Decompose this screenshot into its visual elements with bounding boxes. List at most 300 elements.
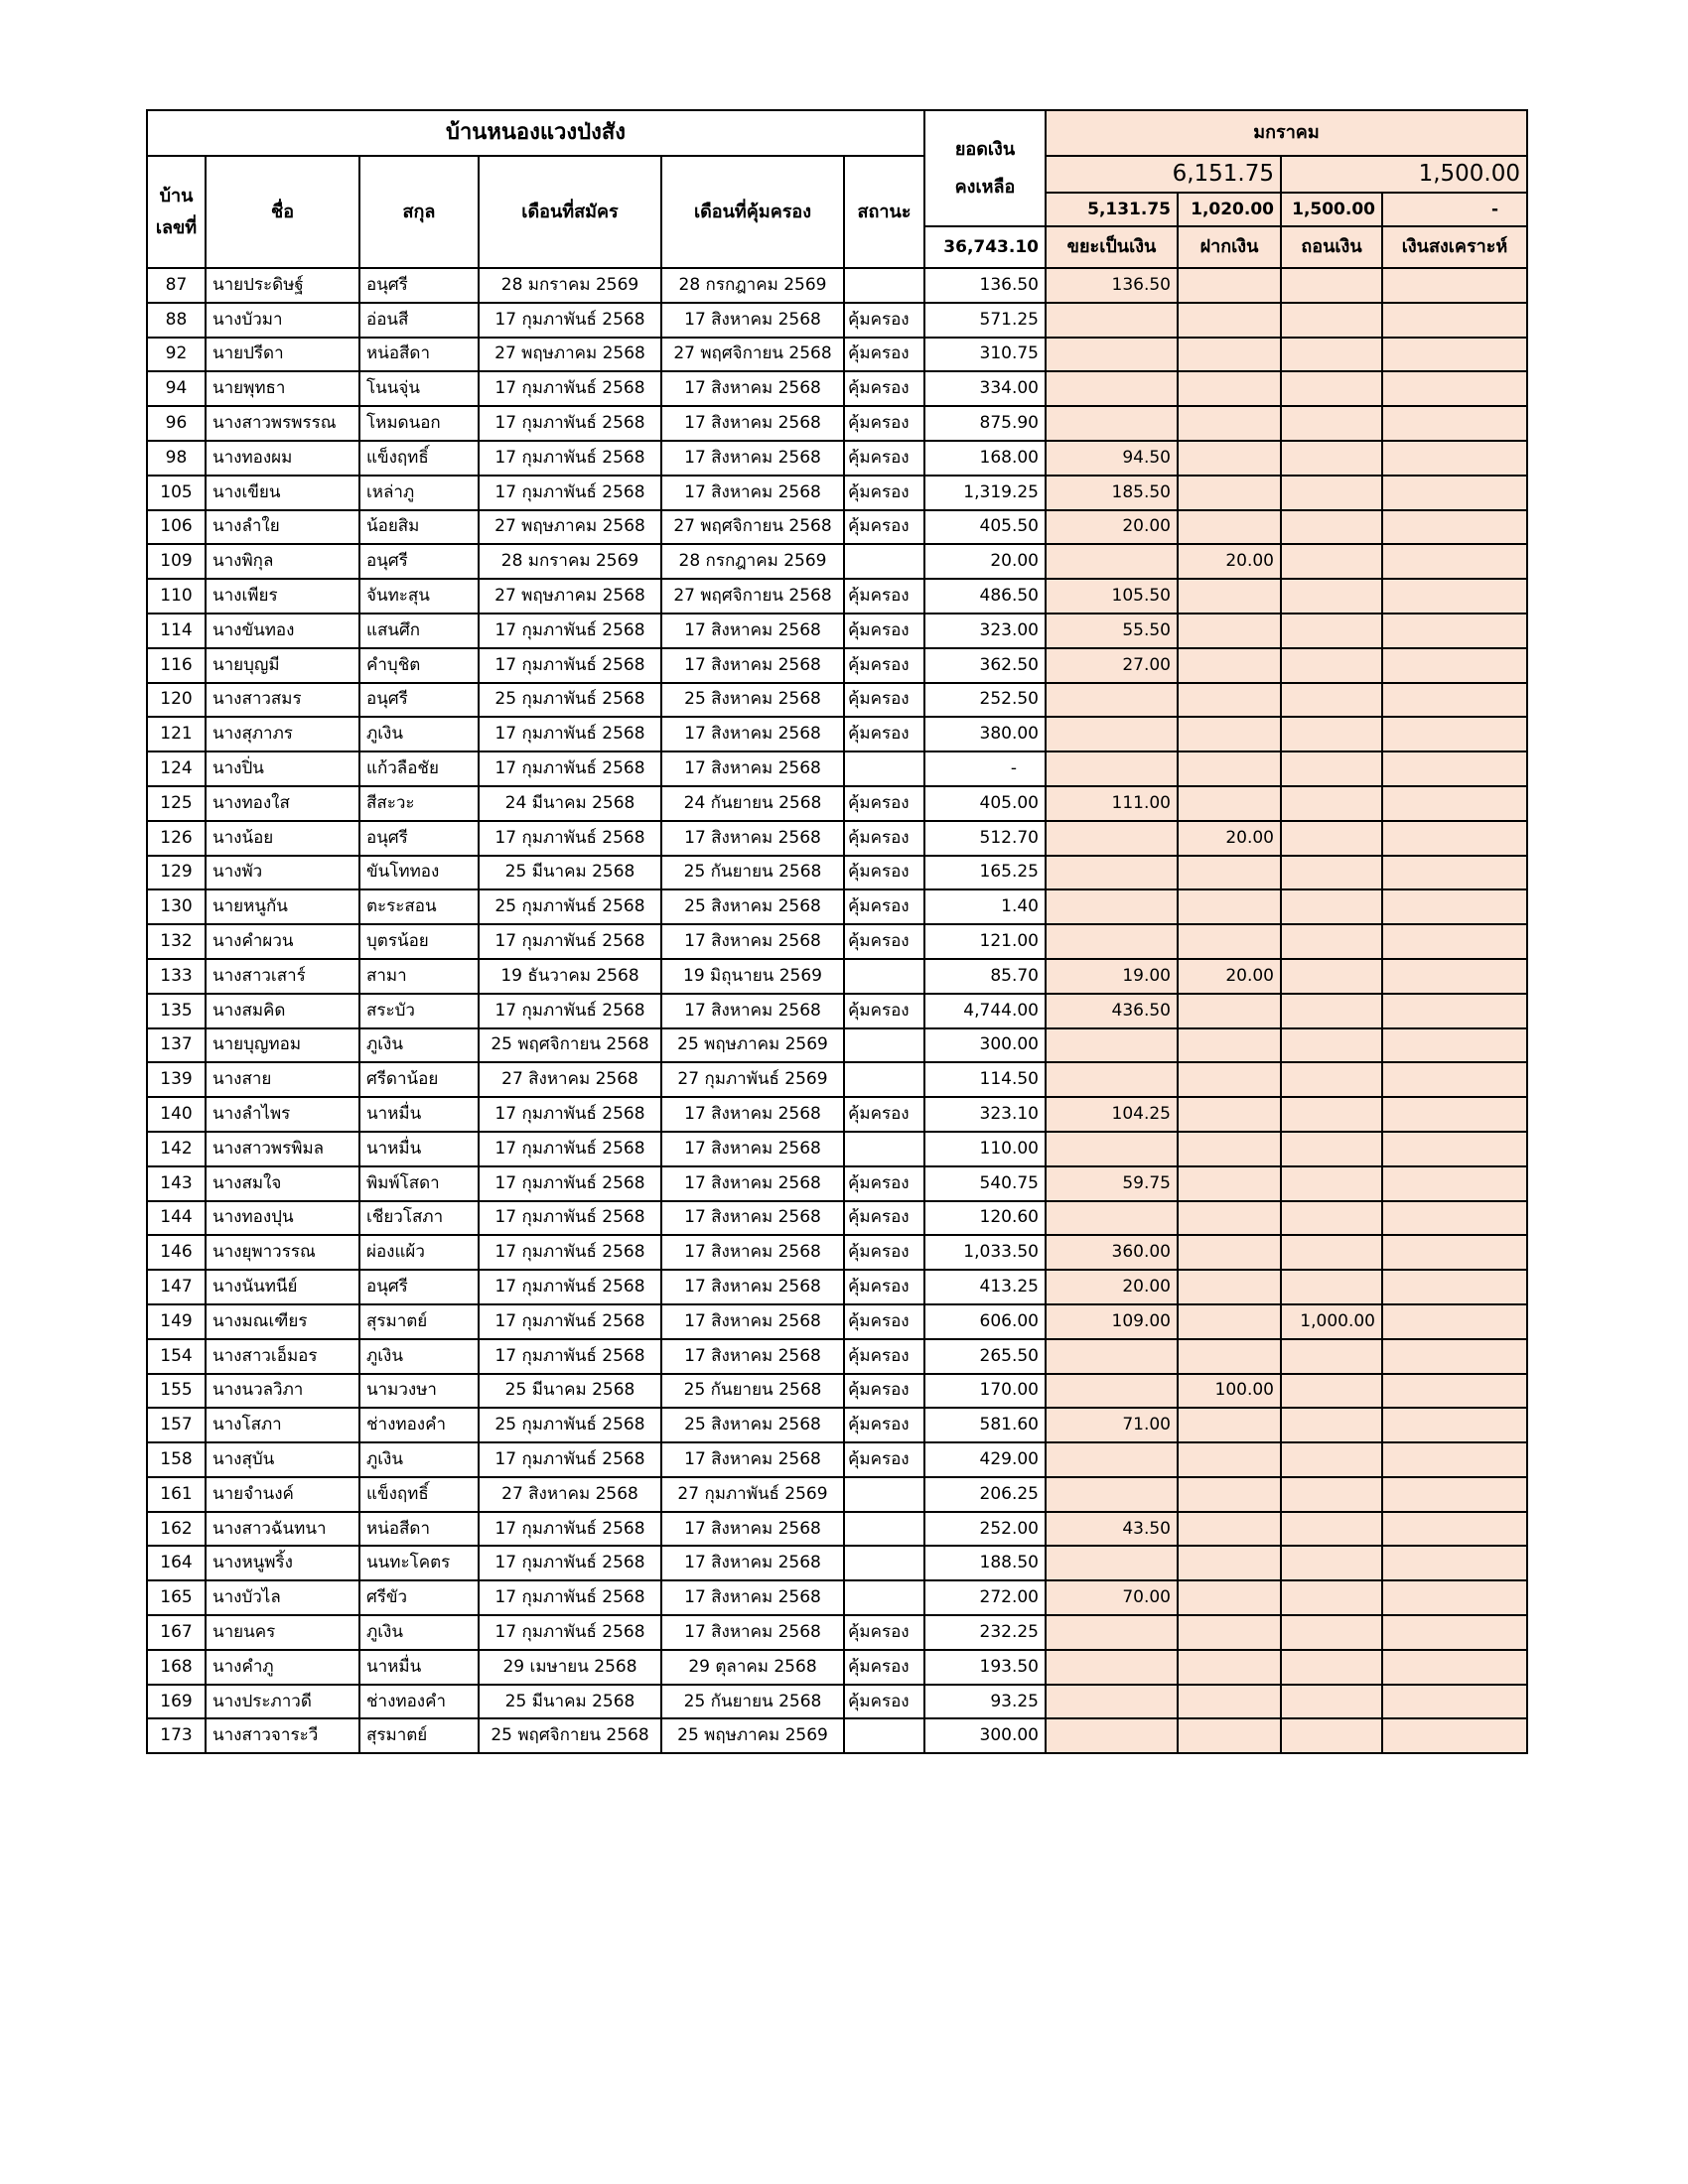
- table-row: [147, 338, 1527, 372]
- status-cell: คุ้มครอง: [844, 441, 924, 476]
- balance-cell: 232.25: [924, 1615, 1046, 1650]
- withdraw-cell: [1281, 717, 1382, 751]
- house-no-cell: 125: [147, 786, 206, 821]
- withdraw-cell: [1281, 476, 1382, 510]
- name-cell: นางเขียน: [206, 476, 359, 510]
- join-month-cell: 17 กุมภาพันธ์ 2568: [479, 1132, 661, 1166]
- table-row: [147, 1615, 1527, 1650]
- name-cell: นางพิกุล: [206, 544, 359, 579]
- deposit-cell: [1178, 1718, 1281, 1753]
- house-no-cell: 88: [147, 303, 206, 338]
- garbage-cell: [1046, 1685, 1178, 1719]
- surname-cell: อนุศรี: [359, 821, 479, 856]
- balance-cell: 875.90: [924, 406, 1046, 441]
- welfare-cell: [1382, 856, 1527, 890]
- deposit-cell: [1178, 1097, 1281, 1132]
- house-no-label-2: เลขที่: [155, 216, 198, 238]
- balance-cell: 571.25: [924, 303, 1046, 338]
- name-cell: นางมณเฑียร: [206, 1304, 359, 1339]
- status-cell: คุ้มครอง: [844, 1408, 924, 1442]
- withdraw-cell: [1281, 579, 1382, 614]
- surname-cell: อนุศรี: [359, 268, 479, 303]
- name-cell: นายพุทธา: [206, 371, 359, 406]
- coverage-month-cell: 25 สิงหาคม 2568: [661, 889, 844, 924]
- coverage-month-cell: 17 สิงหาคม 2568: [661, 751, 844, 786]
- garbage-cell: [1046, 889, 1178, 924]
- join-month-cell: 25 พฤศจิกายน 2568: [479, 1028, 661, 1063]
- deposit-cell: [1178, 1304, 1281, 1339]
- deposit-cell: [1178, 648, 1281, 683]
- coverage-month-cell: 25 พฤษภาคม 2569: [661, 1028, 844, 1063]
- name-cell: นายจำนงค์: [206, 1477, 359, 1512]
- garbage-cell: [1046, 1339, 1178, 1374]
- deposit-cell: [1178, 1650, 1281, 1685]
- coverage-month-cell: 17 สิงหาคม 2568: [661, 1097, 844, 1132]
- garbage-cell: [1046, 1546, 1178, 1580]
- table-row: [147, 1374, 1527, 1409]
- surname-cell: ศรีขัว: [359, 1580, 479, 1615]
- surname-cell: แข็งฤทธิ์: [359, 441, 479, 476]
- withdraw-subtotal: 1,500.00: [1281, 193, 1382, 226]
- house-no-cell: 124: [147, 751, 206, 786]
- balance-cell: 252.00: [924, 1512, 1046, 1547]
- surname-cell: สีสะวะ: [359, 786, 479, 821]
- balance-cell: 188.50: [924, 1546, 1046, 1580]
- deposit-cell: [1178, 717, 1281, 751]
- house-no-cell: 155: [147, 1374, 206, 1409]
- surname-cell: แข็งฤทธิ์: [359, 1477, 479, 1512]
- house-no-cell: 158: [147, 1442, 206, 1477]
- coverage-month-cell: 17 สิงหาคม 2568: [661, 924, 844, 959]
- house-no-cell: 162: [147, 1512, 206, 1547]
- coverage-month-cell: 19 มิถุนายน 2569: [661, 959, 844, 994]
- withdraw-cell: [1281, 1408, 1382, 1442]
- balance-cell: 405.50: [924, 510, 1046, 545]
- surname-cell: พิมพ์โสดา: [359, 1166, 479, 1201]
- status-cell: คุ้มครอง: [844, 1097, 924, 1132]
- join-month-cell: 17 กุมภาพันธ์ 2568: [479, 441, 661, 476]
- deposit-header: ฝากเงิน: [1178, 226, 1281, 268]
- deposit-cell: [1178, 1408, 1281, 1442]
- coverage-month-cell: 17 สิงหาคม 2568: [661, 1339, 844, 1374]
- house-no-cell: 142: [147, 1132, 206, 1166]
- name-cell: นางทองใส: [206, 786, 359, 821]
- welfare-cell: [1382, 338, 1527, 372]
- balance-cell: 581.60: [924, 1408, 1046, 1442]
- welfare-cell: [1382, 786, 1527, 821]
- table-row: [147, 1685, 1527, 1719]
- balance-cell: 512.70: [924, 821, 1046, 856]
- join-month-cell: 17 กุมภาพันธ์ 2568: [479, 821, 661, 856]
- garbage-cell: 111.00: [1046, 786, 1178, 821]
- welfare-cell: [1382, 889, 1527, 924]
- status-cell: คุ้มครอง: [844, 338, 924, 372]
- welfare-cell: [1382, 303, 1527, 338]
- balance-cell: -: [924, 751, 1046, 786]
- deposit-cell: [1178, 1235, 1281, 1270]
- name-cell: นางคำผวน: [206, 924, 359, 959]
- name-cell: นายปรีดา: [206, 338, 359, 372]
- deposit-cell: 20.00: [1178, 821, 1281, 856]
- deposit-cell: [1178, 1339, 1281, 1374]
- balance-total: 36,743.10: [924, 226, 1046, 268]
- balance-cell: 323.10: [924, 1097, 1046, 1132]
- name-cell: นางปิ่น: [206, 751, 359, 786]
- deposit-cell: [1178, 1685, 1281, 1719]
- withdraw-cell: [1281, 648, 1382, 683]
- surname-cell: นามวงษา: [359, 1374, 479, 1409]
- status-cell: คุ้มครอง: [844, 406, 924, 441]
- house-no-cell: 135: [147, 994, 206, 1028]
- coverage-month-cell: 17 สิงหาคม 2568: [661, 1304, 844, 1339]
- balance-label-line1: ยอดเงิน: [954, 138, 1016, 160]
- house-no-cell: 126: [147, 821, 206, 856]
- name-cell: นางทองปุน: [206, 1201, 359, 1236]
- balance-cell: 110.00: [924, 1132, 1046, 1166]
- join-month-cell: 17 กุมภาพันธ์ 2568: [479, 1304, 661, 1339]
- coverage-month-cell: 28 กรกฎาคม 2569: [661, 544, 844, 579]
- withdraw-cell: [1281, 1166, 1382, 1201]
- table-row: [147, 994, 1527, 1028]
- join-month-cell: 27 สิงหาคม 2568: [479, 1062, 661, 1097]
- coverage-month-cell: 17 สิงหาคม 2568: [661, 1615, 844, 1650]
- withdraw-cell: [1281, 1270, 1382, 1304]
- balance-cell: 20.00: [924, 544, 1046, 579]
- surname-cell: หน่อสีดา: [359, 338, 479, 372]
- withdraw-cell: [1281, 889, 1382, 924]
- garbage-cell: 185.50: [1046, 476, 1178, 510]
- table-row: [147, 1304, 1527, 1339]
- withdraw-cell: [1281, 614, 1382, 648]
- status-cell: คุ้มครอง: [844, 1650, 924, 1685]
- table-row: [147, 579, 1527, 614]
- table-row: [147, 1718, 1527, 1753]
- balance-cell: 168.00: [924, 441, 1046, 476]
- status-cell: คุ้มครอง: [844, 924, 924, 959]
- withdraw-cell: [1281, 406, 1382, 441]
- name-cell: นางสาวสมร: [206, 683, 359, 718]
- surname-cell: โนนจุ่น: [359, 371, 479, 406]
- house-no-cell: 169: [147, 1685, 206, 1719]
- balance-cell: 334.00: [924, 371, 1046, 406]
- surname-cell: เหล่าภู: [359, 476, 479, 510]
- balance-cell: 85.70: [924, 959, 1046, 994]
- welfare-cell: [1382, 544, 1527, 579]
- welfare-cell: [1382, 1650, 1527, 1685]
- name-cell: นางสุบัน: [206, 1442, 359, 1477]
- status-header: สถานะ: [844, 156, 924, 268]
- balance-label-line2: คงเหลือ: [954, 176, 1016, 198]
- status-cell: คุ้มครอง: [844, 648, 924, 683]
- house-no-cell: 133: [147, 959, 206, 994]
- balance-cell: 362.50: [924, 648, 1046, 683]
- welfare-cell: [1382, 1235, 1527, 1270]
- withdraw-cell: [1281, 1028, 1382, 1063]
- status-cell: [844, 1718, 924, 1753]
- surname-cell: สระบัว: [359, 994, 479, 1028]
- coverage-month-cell: 17 สิงหาคม 2568: [661, 994, 844, 1028]
- garbage-cell: 27.00: [1046, 648, 1178, 683]
- join-month-cell: 25 กุมภาพันธ์ 2568: [479, 889, 661, 924]
- withdraw-cell: [1281, 821, 1382, 856]
- surname-cell: สุรมาตย์: [359, 1718, 479, 1753]
- deposit-cell: [1178, 889, 1281, 924]
- garbage-cell: [1046, 856, 1178, 890]
- table-row: [147, 1477, 1527, 1512]
- status-cell: คุ้มครอง: [844, 1339, 924, 1374]
- deposit-cell: [1178, 614, 1281, 648]
- garbage-cell: [1046, 717, 1178, 751]
- deposit-cell: [1178, 1062, 1281, 1097]
- house-no-cell: 137: [147, 1028, 206, 1063]
- coverage-month-cell: 25 กันยายน 2568: [661, 1685, 844, 1719]
- surname-cell: บุตรน้อย: [359, 924, 479, 959]
- welfare-cell: [1382, 1408, 1527, 1442]
- table-row: [147, 1166, 1527, 1201]
- garbage-cell: [1046, 751, 1178, 786]
- balance-header: [924, 110, 1046, 226]
- house-no-cell: 87: [147, 268, 206, 303]
- join-month-cell: 17 กุมภาพันธ์ 2568: [479, 1270, 661, 1304]
- withdraw-cell: [1281, 1201, 1382, 1236]
- status-cell: [844, 1512, 924, 1547]
- welfare-cell: [1382, 476, 1527, 510]
- status-cell: คุ้มครอง: [844, 371, 924, 406]
- withdraw-cell: [1281, 994, 1382, 1028]
- garbage-cell: 109.00: [1046, 1304, 1178, 1339]
- coverage-month-cell: 17 สิงหาคม 2568: [661, 1132, 844, 1166]
- garbage-cell: 104.25: [1046, 1097, 1178, 1132]
- deposit-cell: [1178, 1615, 1281, 1650]
- table-row: [147, 1650, 1527, 1685]
- surname-cell: นาหมื่น: [359, 1097, 479, 1132]
- name-cell: นางหนูพริ้ง: [206, 1546, 359, 1580]
- withdraw-cell: [1281, 1580, 1382, 1615]
- table-row: [147, 821, 1527, 856]
- status-cell: [844, 1132, 924, 1166]
- welfare-cell: [1382, 371, 1527, 406]
- table-row: [147, 959, 1527, 994]
- join-month-cell: 17 กุมภาพันธ์ 2568: [479, 303, 661, 338]
- coverage-month-cell: 17 สิงหาคม 2568: [661, 1166, 844, 1201]
- welfare-cell: [1382, 1062, 1527, 1097]
- join-month-cell: 17 กุมภาพันธ์ 2568: [479, 1615, 661, 1650]
- status-cell: คุ้มครอง: [844, 1166, 924, 1201]
- status-cell: คุ้มครอง: [844, 1201, 924, 1236]
- join-month-cell: 17 กุมภาพันธ์ 2568: [479, 1546, 661, 1580]
- garbage-cell: [1046, 1718, 1178, 1753]
- house-no-cell: 121: [147, 717, 206, 751]
- surname-cell: ภูเงิน: [359, 717, 479, 751]
- join-month-cell: 17 กุมภาพันธ์ 2568: [479, 751, 661, 786]
- surname-cell: โหมดนอก: [359, 406, 479, 441]
- balance-cell: 121.00: [924, 924, 1046, 959]
- status-cell: คุ้มครอง: [844, 1304, 924, 1339]
- house-no-cell: 154: [147, 1339, 206, 1374]
- garbage-cell: 70.00: [1046, 1580, 1178, 1615]
- coverage-month-cell: 17 สิงหาคม 2568: [661, 1201, 844, 1236]
- table-row: [147, 1097, 1527, 1132]
- house-no-cell: 98: [147, 441, 206, 476]
- welfare-cell: [1382, 1685, 1527, 1719]
- garbage-cell: 19.00: [1046, 959, 1178, 994]
- withdraw-cell: [1281, 1132, 1382, 1166]
- status-cell: คุ้มครอง: [844, 1270, 924, 1304]
- name-cell: นางสาวพรพิมล: [206, 1132, 359, 1166]
- surname-cell: ศรีดาน้อย: [359, 1062, 479, 1097]
- withdraw-cell: [1281, 1442, 1382, 1477]
- surname-cell: ผ่องแผ้ว: [359, 1235, 479, 1270]
- house-no-cell: 144: [147, 1201, 206, 1236]
- balance-cell: 540.75: [924, 1166, 1046, 1201]
- name-cell: นางบัวไล: [206, 1580, 359, 1615]
- house-no-cell: 132: [147, 924, 206, 959]
- table-row: [147, 268, 1527, 303]
- join-month-cell: 17 กุมภาพันธ์ 2568: [479, 1201, 661, 1236]
- welfare-cell: [1382, 579, 1527, 614]
- name-cell: นายประดิษฐ์: [206, 268, 359, 303]
- table-row: [147, 683, 1527, 718]
- welfare-cell: [1382, 648, 1527, 683]
- name-cell: นางสาวเอ็มอร: [206, 1339, 359, 1374]
- name-cell: นางสาวจาระวี: [206, 1718, 359, 1753]
- welfare-cell: [1382, 1339, 1527, 1374]
- status-cell: คุ้มครอง: [844, 1685, 924, 1719]
- deposit-cell: 20.00: [1178, 544, 1281, 579]
- house-no-cell: 165: [147, 1580, 206, 1615]
- status-cell: คุ้มครอง: [844, 1442, 924, 1477]
- coverage-month-cell: 17 สิงหาคม 2568: [661, 1270, 844, 1304]
- surname-cell: อนุศรี: [359, 1270, 479, 1304]
- welfare-cell: [1382, 994, 1527, 1028]
- balance-cell: 165.25: [924, 856, 1046, 890]
- house-no-cell: 106: [147, 510, 206, 545]
- surname-cell: อ่อนสี: [359, 303, 479, 338]
- welfare-cell: [1382, 1166, 1527, 1201]
- deposit-cell: [1178, 1028, 1281, 1063]
- coverage-month-cell: 17 สิงหาคม 2568: [661, 1580, 844, 1615]
- table-row: [147, 614, 1527, 648]
- join-month-cell: 17 กุมภาพันธ์ 2568: [479, 1166, 661, 1201]
- name-cell: นายบุญมี: [206, 648, 359, 683]
- join-month-cell: 17 กุมภาพันธ์ 2568: [479, 476, 661, 510]
- deposit-cell: [1178, 441, 1281, 476]
- table-row: [147, 371, 1527, 406]
- welfare-cell: [1382, 510, 1527, 545]
- house-no-cell: 120: [147, 683, 206, 718]
- coverage-month-cell: 17 สิงหาคม 2568: [661, 406, 844, 441]
- coverage-month-cell: 27 พฤศจิกายน 2568: [661, 579, 844, 614]
- coverage-month-cell: 17 สิงหาคม 2568: [661, 1546, 844, 1580]
- garbage-cell: 71.00: [1046, 1408, 1178, 1442]
- coverage-month-header: เดือนที่คุ้มครอง: [661, 156, 844, 268]
- withdraw-cell: [1281, 856, 1382, 890]
- welfare-cell: [1382, 1304, 1527, 1339]
- house-no-cell: 161: [147, 1477, 206, 1512]
- join-month-cell: 25 กุมภาพันธ์ 2568: [479, 683, 661, 718]
- coverage-month-cell: 27 กุมภาพันธ์ 2569: [661, 1062, 844, 1097]
- deposit-cell: [1178, 786, 1281, 821]
- coverage-month-cell: 17 สิงหาคม 2568: [661, 1235, 844, 1270]
- name-cell: นางโสภา: [206, 1408, 359, 1442]
- welfare-cell: [1382, 406, 1527, 441]
- garbage-cell: [1046, 371, 1178, 406]
- garbage-cell: [1046, 406, 1178, 441]
- surname-cell: ภูเงิน: [359, 1615, 479, 1650]
- coverage-month-cell: 28 กรกฎาคม 2569: [661, 268, 844, 303]
- name-cell: นางบัวมา: [206, 303, 359, 338]
- garbage-cell: [1046, 1028, 1178, 1063]
- surname-cell: อนุศรี: [359, 544, 479, 579]
- garbage-cell: [1046, 1201, 1178, 1236]
- coverage-month-cell: 25 กันยายน 2568: [661, 1374, 844, 1409]
- house-no-cell: 164: [147, 1546, 206, 1580]
- welfare-cell: [1382, 821, 1527, 856]
- welfare-cell: [1382, 1132, 1527, 1166]
- deposit-cell: [1178, 406, 1281, 441]
- withdraw-cell: [1281, 1718, 1382, 1753]
- coverage-month-cell: 17 สิงหาคม 2568: [661, 1442, 844, 1477]
- month-total-in: 6,151.75: [1046, 156, 1281, 193]
- deposit-cell: [1178, 856, 1281, 890]
- deposit-cell: [1178, 371, 1281, 406]
- table-row: [147, 889, 1527, 924]
- welfare-cell: [1382, 268, 1527, 303]
- table-row: [147, 924, 1527, 959]
- month-header: มกราคม: [1046, 110, 1527, 156]
- join-month-cell: 24 มีนาคม 2568: [479, 786, 661, 821]
- house-no-label-1: บ้าน: [159, 185, 194, 206]
- status-cell: คุ้มครอง: [844, 786, 924, 821]
- coverage-month-cell: 17 สิงหาคม 2568: [661, 303, 844, 338]
- join-month-cell: 17 กุมภาพันธ์ 2568: [479, 648, 661, 683]
- house-no-cell: 173: [147, 1718, 206, 1753]
- house-no-cell: 157: [147, 1408, 206, 1442]
- coverage-month-cell: 25 สิงหาคม 2568: [661, 683, 844, 718]
- balance-cell: 405.00: [924, 786, 1046, 821]
- house-no-header: [147, 156, 206, 268]
- surname-cell: นนทะโคตร: [359, 1546, 479, 1580]
- balance-cell: 136.50: [924, 268, 1046, 303]
- withdraw-cell: 1,000.00: [1281, 1304, 1382, 1339]
- join-month-cell: 25 มีนาคม 2568: [479, 1685, 661, 1719]
- status-cell: [844, 751, 924, 786]
- balance-cell: 114.50: [924, 1062, 1046, 1097]
- surname-cell: หน่อสีดา: [359, 1512, 479, 1547]
- garbage-cell: 59.75: [1046, 1166, 1178, 1201]
- join-month-cell: 25 มีนาคม 2568: [479, 1374, 661, 1409]
- status-cell: [844, 1546, 924, 1580]
- surname-cell: ภูเงิน: [359, 1339, 479, 1374]
- join-month-cell: 25 พฤศจิกายน 2568: [479, 1718, 661, 1753]
- withdraw-cell: [1281, 786, 1382, 821]
- balance-cell: 4,744.00: [924, 994, 1046, 1028]
- house-no-cell: 92: [147, 338, 206, 372]
- welfare-cell: [1382, 1512, 1527, 1547]
- welfare-cell: [1382, 1201, 1527, 1236]
- garbage-cell: [1046, 1650, 1178, 1685]
- welfare-cell: [1382, 1718, 1527, 1753]
- house-no-cell: 110: [147, 579, 206, 614]
- garbage-cell: [1046, 683, 1178, 718]
- table-row: [147, 1132, 1527, 1166]
- deposit-cell: 100.00: [1178, 1374, 1281, 1409]
- name-cell: นายบุญทอม: [206, 1028, 359, 1063]
- surname-cell: น้อยสิม: [359, 510, 479, 545]
- deposit-cell: [1178, 1442, 1281, 1477]
- welfare-cell: [1382, 924, 1527, 959]
- withdraw-cell: [1281, 338, 1382, 372]
